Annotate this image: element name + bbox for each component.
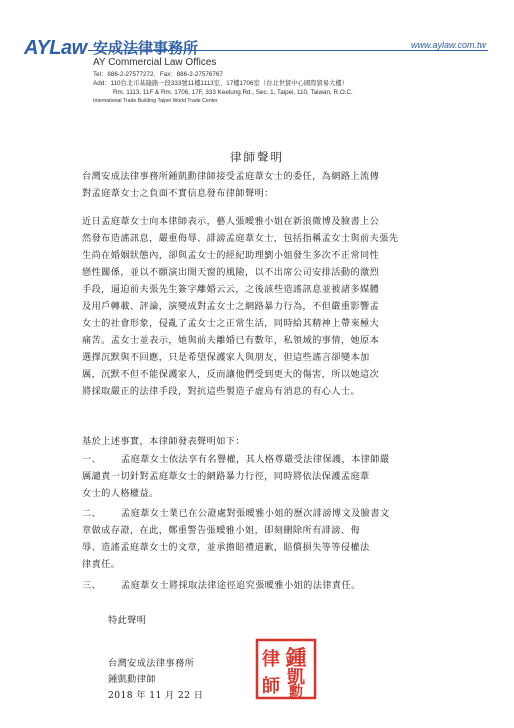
firm-name-english: AY Commercial Law Offices — [93, 57, 217, 68]
document-title: 律師聲明 — [230, 150, 284, 164]
svg-text:律: 律 — [262, 649, 280, 670]
svg-text:凱: 凱 — [287, 667, 305, 688]
statement-lead: 基於上述事實，本律師發表聲明如下： — [82, 436, 245, 447]
item-number: 二、 — [82, 508, 102, 519]
contact-block — [93, 70, 353, 106]
item-line: 章做成存證，在此，鄭重警告張曖雅小姐，即刻刪除所有誹謗、侮 — [82, 525, 361, 536]
item-line: 孟庭葦女士業已在公證處對張曖雅小姐的歷次誹謗博文及臉書文 — [121, 508, 390, 519]
item-line: 女士的人格權益。 — [82, 488, 159, 499]
contact-address-cn: Add：110台北市基隆路一段333號11樓1113室、17樓1706室（台北世貿中心國際貿易大樓） — [93, 80, 348, 87]
item-text — [121, 577, 432, 594]
signature-date: 2018 年 11 月 22 日 — [108, 690, 204, 701]
facts-line: 然發布造謠訊息，嚴重侮辱、誹謗孟庭葦女士，包括指稱孟女士與前夫張先 — [82, 233, 399, 244]
contact-phone-fax: Tel：886-2-27577272．Fax：886-2-27576767 — [93, 71, 223, 78]
signature-lawyer: 鍾凱勳律師 — [108, 674, 156, 685]
closing-phrase: 特此聲明 — [108, 615, 147, 626]
header-divider — [88, 50, 488, 51]
facts-line: 女士的社會形象，侵亂了孟女士之正常生活，同時給其精神上帶來極大 — [82, 318, 380, 329]
facts-line: 近日孟庭葦女士向本律師表示，藝人張曖雅小姐在新浪微博及臉書上公 — [82, 216, 380, 227]
item-line: 孟庭葦女士將採取法律途徑追究張曖雅小姐的法律責任。 — [121, 580, 361, 591]
lawyer-seal-stamp — [255, 638, 317, 700]
facts-line: 厲，沉默不但不能保護家人，反而讓他們受到更大的傷害，所以她這次 — [82, 369, 380, 380]
svg-text:鍾: 鍾 — [285, 646, 307, 670]
item-continuation — [82, 522, 432, 573]
facts-line: 選擇沉默與不回應，只是希望保護家人與朋友，但這些謠言卻變本加 — [82, 352, 370, 363]
firm-name-chinese: 安成法律事務所 — [93, 39, 199, 57]
item-continuation — [82, 468, 432, 502]
intro-line: 台灣安成法律事務所鍾凱勳律師接受孟庭葦女士的委任，為網路上流傳 — [82, 171, 380, 182]
item-number: 三、 — [82, 580, 102, 591]
facts-line: 戀性關係，並以不願演出開天窗的風險，以不出席公司安排活動的激烈 — [82, 267, 380, 278]
intro-line: 對孟庭葦女士之負面不實信息發布律師聲明： — [82, 188, 274, 199]
svg-text:師: 師 — [262, 676, 280, 697]
signature-block — [108, 656, 203, 704]
facts-line: 及用戶轉載、評論，演變成對孟女士之網路暴力行為，不但嚴重影響孟 — [82, 301, 380, 312]
facts-line: 痛苦。孟女士並表示，她與前夫離婚已有數年，私領域的事情，她原本 — [82, 335, 380, 346]
item-line: 辱、造謠孟庭葦女士的文章，並承擔賠禮道歉，賠償損失等等侵權法 — [82, 542, 370, 553]
intro-paragraph — [82, 168, 432, 202]
item-line: 孟庭葦女士依法享有名譽權，其人格尊嚴受法律保護，本律師嚴 — [121, 454, 390, 465]
item-text — [121, 505, 432, 522]
contact-building: International Trade Building Taipei World Trade Center — [93, 98, 218, 104]
facts-line: 手段，逼迫前夫張先生簽字離婚云云，之後該些造謠訊息並被諸多媒體 — [82, 284, 380, 295]
svg-text:勳: 勳 — [289, 684, 303, 700]
firm-website: www.aylaw.com.tw — [410, 40, 486, 50]
item-number: 一、 — [82, 454, 102, 465]
facts-line: 將採取嚴正的法律手段，對抗這些製造子虛烏有消息的有心人士。 — [82, 386, 361, 397]
facts-paragraph — [82, 213, 432, 400]
contact-address-en: Rm. 1113, 11F & Rm. 1706, 17F, 333 Keelung Rd., Sec. 1, Taipei, 110, Taiwan, R.O.C. — [113, 89, 353, 96]
facts-line: 生尚在婚姻狀態內，卻與孟女士的經紀助理劉小姐發生多次不正常同性 — [82, 250, 380, 261]
signature-firm: 台灣安成法律事務所 — [108, 658, 195, 669]
item-line: 厲譴責一切針對孟庭葦女士的網路暴力行徑，同時將依法保護孟庭葦 — [82, 471, 370, 482]
letterhead — [0, 0, 514, 134]
item-line: 律責任。 — [82, 559, 121, 570]
firm-logo: AYLaw — [24, 37, 87, 59]
item-text — [121, 451, 432, 468]
